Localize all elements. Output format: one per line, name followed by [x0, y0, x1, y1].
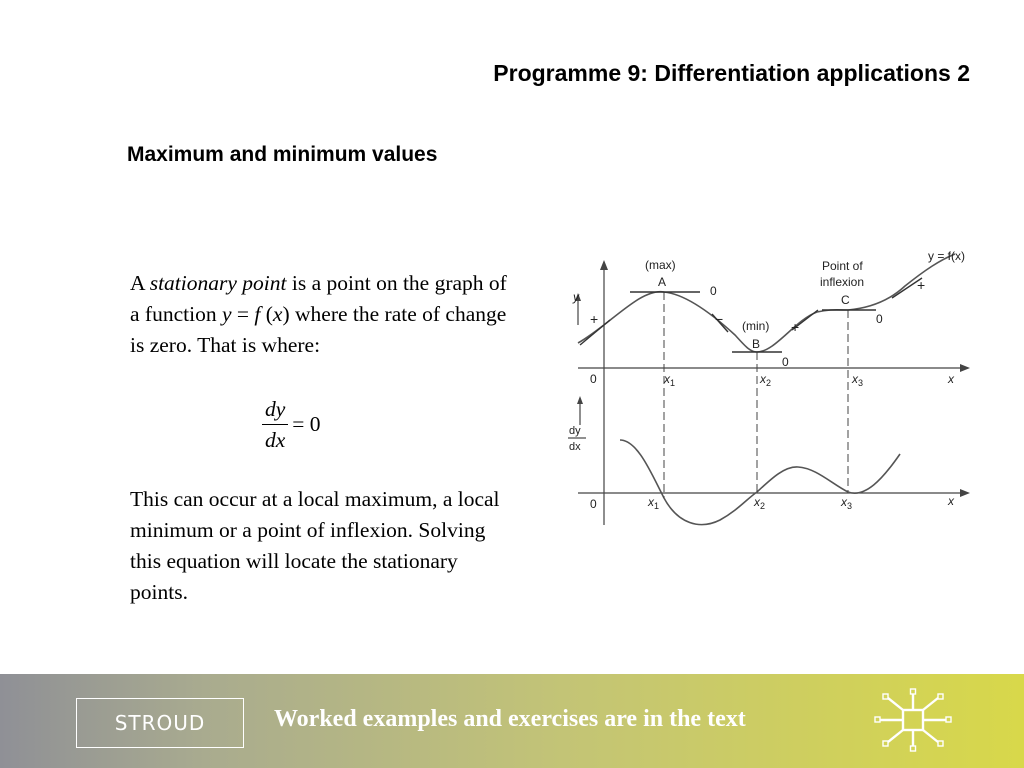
footer-bar: [0, 674, 1024, 768]
deriv-label-den: dx: [569, 441, 581, 453]
stationary-condition-formula: $\frac{dy}{dx}$ = 0: [262, 394, 321, 455]
zero-a-label: 0: [710, 284, 717, 298]
point-c-label: C: [841, 293, 850, 307]
plus-left: +: [590, 311, 599, 327]
max-label: (max): [645, 258, 676, 272]
minus-mid: −: [715, 311, 724, 327]
zero-c-label: 0: [876, 312, 883, 326]
curve-label: y = f(x): [928, 249, 966, 263]
inflexion-label-line1: Point of: [822, 259, 863, 273]
explanation-paragraph: This can occur at a local maximum, a local minimum or a point of inflexion. Solving this equation will locate the stationary points.: [130, 487, 500, 604]
x-axis-upper-arrowhead: [960, 364, 970, 372]
circuit-icon: [872, 688, 954, 752]
x1-label-upper: $x_1$: [664, 372, 676, 388]
point-a-label: A: [658, 275, 667, 289]
section-heading: Maximum and minimum values: [127, 143, 438, 166]
plus-mid: +: [791, 319, 800, 335]
x3-label-lower: $x_3$: [841, 495, 853, 511]
min-label: (min): [742, 319, 770, 333]
x-axis-label-upper: x: [948, 372, 954, 386]
stroud-logo: STROUD: [76, 698, 244, 748]
vertical-axis-arrowhead: [600, 260, 608, 270]
inflexion-label-line2: inflexion: [820, 275, 865, 289]
plus-right: +: [917, 277, 926, 293]
stationary-points-graph: [560, 240, 980, 540]
x-axis-label-lower: x: [948, 494, 954, 508]
y-axis-label: y: [573, 290, 579, 304]
derivative-curve-line: [620, 440, 900, 525]
page-title: Programme 9: Differentiation applications 2: [493, 60, 970, 86]
x3-label-upper: $x_3$: [852, 372, 864, 388]
x2-label-lower: $x_2$: [754, 495, 766, 511]
footer-text: Worked examples and exercises are in the text: [274, 706, 746, 732]
x2-label-upper: $x_2$: [760, 372, 772, 388]
x1-label-lower: $x_1$: [648, 495, 660, 511]
function-curve: [578, 254, 955, 352]
origin-lower: 0: [590, 497, 597, 511]
zero-b-label: 0: [782, 355, 789, 369]
point-b-label: B: [752, 337, 761, 351]
definition-paragraph: A stationary point is a point on the graph of a function y = f (x) where the rate of change is zero. That is where:: [130, 271, 507, 357]
derivative-curve: [620, 440, 907, 525]
x-axis-lower-arrowhead: [960, 489, 970, 497]
origin-upper: 0: [590, 372, 597, 386]
deriv-arrowhead: [577, 396, 583, 404]
deriv-label-num: dy: [569, 425, 581, 437]
